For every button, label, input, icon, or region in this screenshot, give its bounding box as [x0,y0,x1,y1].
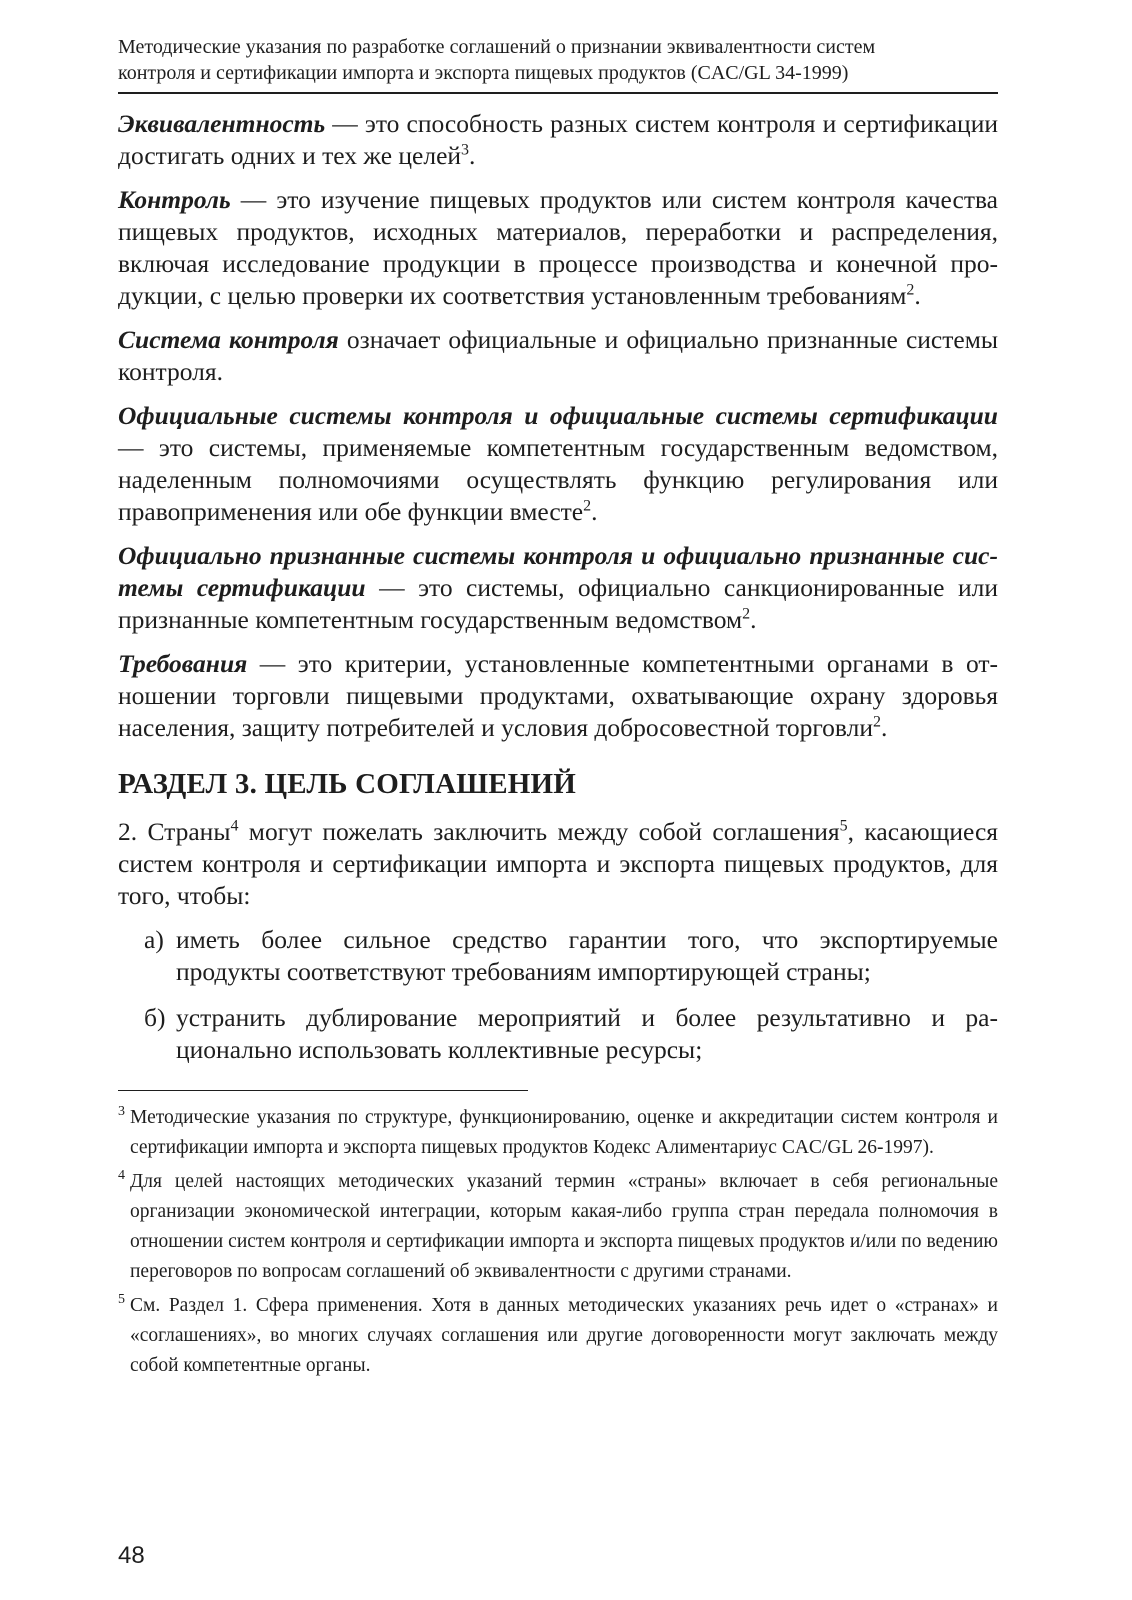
footnote-text: См. Раздел 1. Сфера применения. Хотя в данных методических указаниях речь идет о «странах» и «соглашениях», во многих случаях соглашения или другие договоренности могут заключать между собой компетентные органы. [130,1295,998,1376]
footnote-mark: 4 [118,1168,125,1183]
definition-paragraph [118,400,998,528]
definition-term: Система контроля [118,325,339,354]
definition-paragraph [118,184,998,312]
definition-text: — это способность разных систем контроля и сертификации достигать одних и тех же целей [118,109,998,170]
footnote-ref[interactable]: 2 [742,605,751,623]
footnotes [118,1103,998,1381]
footnote-text: Для целей настоящих методических указаний термин «страны» включает в себя региональные организации экономической интеграции, которым какая-либо группа стран передала полномочия в отношении систем контроля и сертификации импорта и экспорта пищевых продуктов и/или по ведению переговоров по вопросам соглашений об эквивалентности с другими странами. [130,1171,998,1282]
footnote [118,1103,998,1163]
section-paragraph [118,816,998,912]
definition-tail: . [469,141,476,170]
running-header-line-1: Методические указания по разработке соглашений о признании эквивалентности систем [118,36,876,58]
definition-text: — это системы, официально санкционированные или признанные компетентным государственным ведомством [118,573,998,634]
list-item [144,1002,998,1066]
body-text [118,108,998,1381]
definition-term: Официально признанные системы контроля и официально признанные системы сертификации [118,541,998,602]
definition-text: означает официальные и официально признанные системы контроля. [118,325,998,386]
definition-term: Официальные системы контроля и официальные системы сертификации [118,401,998,430]
footnote-mark: 3 [118,1104,125,1119]
list-item [144,924,998,988]
footnote-separator [118,1090,528,1091]
page-number: 48 [118,1542,145,1569]
footnote [118,1291,998,1381]
footnote-ref[interactable]: 2 [583,497,592,515]
definition-tail: . [750,605,757,634]
footnote-ref[interactable]: 2 [906,281,915,299]
section-text-part: , касающиеся систем контроля и сертификации импорта и экспорта пищевых продуктов, для того, чтобы: [118,817,998,910]
list-marker: б) [144,1003,166,1032]
document-page [118,34,998,1385]
footnote-text: Методические указания по структуре, функционированию, оценке и аккредитации систем контроля и сертификации импорта и экспорта пищевых продуктов Кодекс Алиментариус CAC/GL 26-1997). [130,1107,998,1158]
footnote-ref[interactable]: 2 [873,713,882,731]
running-header-line-2: контроля и сертификации импорта и экспорта пищевых продуктов (CAC/GL 34-1999) [118,62,849,84]
definition-tail: . [914,281,921,310]
section-text-part: могут пожелать заключить между собой соглашения [238,817,840,846]
definition-paragraph [118,540,998,636]
definition-tail: . [881,713,888,742]
definition-paragraph [118,108,998,172]
list-item-text: устранить дублирование мероприятий и более результативно и рационально использовать коллективные ресурсы; [176,1003,998,1064]
definition-tail: . [591,497,598,526]
definition-paragraph [118,324,998,388]
section-text-part: 2. Страны [118,817,231,846]
definition-text: — это изучение пищевых продуктов или систем контроля качества пищевых продуктов, исходных материалов, переработки и распределения, включая исследование продукции в процессе производства и конечной продукции, с целью проверки их соответствия установленным требованиям [118,185,998,310]
definition-text: — это системы, применяемые компетентным государственным ведомством, наделенным полномочиями осуществлять функцию регулирования или правоприменения или обе функции вместе [118,433,998,526]
footnote-ref[interactable]: 3 [461,141,470,159]
section-heading: РАЗДЕЛ 3. ЦЕЛЬ СОГЛАШЕНИЙ [118,768,577,800]
definition-text: — это критерии, установленные компетентными органами в отношении торговли пищевыми продуктами, охватывающие охрану здоровья населения, защиту потребителей и условия добросовестной торговли [118,649,998,742]
definition-term: Требования [118,649,248,678]
running-header [118,34,998,94]
definition-term: Эквивалентность [118,109,326,138]
footnote-mark: 5 [118,1292,125,1307]
list-marker: а) [144,925,164,954]
footnote-ref[interactable]: 4 [230,817,239,835]
footnote [118,1167,998,1287]
list-item-text: иметь более сильное средство гарантии того, что экспортируемые продукты соответствуют требованиям импортирующей страны; [176,925,998,986]
definition-paragraph [118,648,998,744]
footnote-ref[interactable]: 5 [839,817,848,835]
definition-term: Контроль [118,185,231,214]
